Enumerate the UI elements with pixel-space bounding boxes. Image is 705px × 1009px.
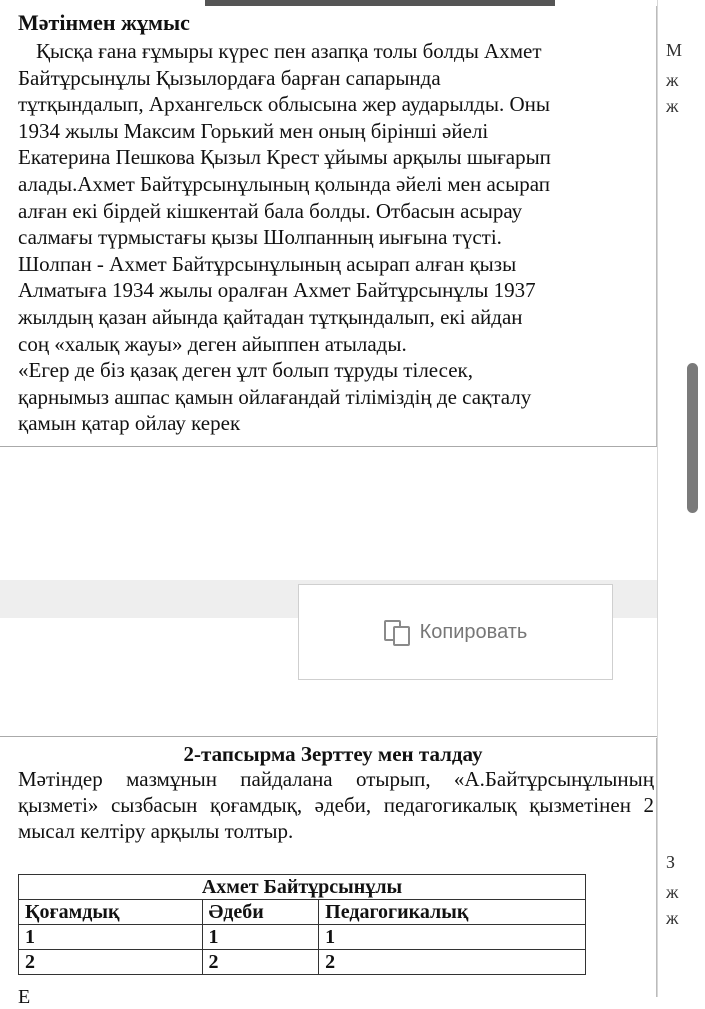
task-title: 2-тапсырма Зерттеу мен талдау	[183, 742, 483, 766]
table-cell: 2	[202, 950, 319, 975]
table-cell: 1	[19, 925, 203, 950]
paragraph-line: қарнымыз ашпас қамын ойлағандай тіліміздің де сақталу	[18, 384, 532, 409]
paragraph-line: жылдың қазан айында қайтадан тұтқындалып, екі айдан	[18, 304, 523, 329]
copy-icon	[384, 620, 410, 644]
document-heading: Мәтінмен жұмыс	[18, 10, 190, 35]
scrollbar-thumb[interactable]	[687, 363, 698, 513]
paragraph-line: салмағы түрмыстағы қызы Шолпанның иығына түсті.	[18, 225, 502, 250]
document-page-task	[10, 738, 657, 1008]
column-header: Әдеби	[202, 900, 319, 925]
paragraph-line: тұтқындалып, Архангельск облысына жер аударылды. Оны	[18, 92, 550, 117]
table-cell: 2	[19, 950, 203, 975]
paragraph-line: Байтұрсынұлы Қызылордаға барған сапарында	[18, 65, 441, 90]
column-header: Қоғамдық	[19, 900, 203, 925]
table-cell: 1	[202, 925, 319, 950]
table-cell: 2	[319, 950, 586, 975]
activity-table	[18, 874, 586, 975]
page-divider	[0, 446, 660, 447]
fragment-text: ж	[666, 96, 679, 116]
column-header: Педагогикалық	[319, 900, 586, 925]
cutoff-text: Е	[18, 986, 31, 1008]
document-page-text	[10, 6, 657, 446]
fragment-text: ж	[666, 908, 679, 928]
paragraph-line: алады.Ахмет Байтұрсынұлының қолында әйелі мен асырап	[18, 171, 551, 196]
paragraph-line: Алматыға 1934 жылы оралған Ахмет Байтұрсынұлы 1937	[18, 278, 536, 303]
copy-button[interactable]	[298, 584, 613, 680]
paragraph-line: соң «халық жауы» деген айыппен атылады.	[18, 331, 407, 356]
fragment-text: З	[666, 852, 676, 872]
fragment-text: ж	[666, 882, 679, 902]
task-instructions: Мәтіндер мазмұнын пайдалана отырып, «А.Байтұрсынұлының қызметі» сызбасын қоғамдық, әдеби, педагогикалық қызметінен 2 мысал келтіру арқылы толтыр.	[18, 767, 654, 843]
table-row	[19, 950, 586, 975]
fragment-text: М	[666, 40, 683, 60]
paragraph-line: Шолпан - Ахмет Байтұрсынұлының асырап алған қызы	[18, 251, 517, 276]
page-divider	[0, 736, 660, 737]
paragraph-line: Қысқа ғана ғұмыры күрес пен азапқа толы болды Ахмет	[36, 39, 542, 63]
paragraph-line: алған екі бірдей кішкентай бала болды. Отбасын асырау	[18, 198, 523, 223]
table-header: Ахмет Байтұрсынұлы	[19, 875, 586, 900]
table-row	[19, 925, 586, 950]
document-paragraph	[18, 38, 654, 437]
table-cell: 1	[319, 925, 586, 950]
paragraph-line: 1934 жылы Максим Горький мен оның бірінші әйелі	[18, 118, 489, 143]
paragraph-line: «Егер де біз қазақ деген ұлт болып тұруды тілесек,	[18, 358, 473, 383]
fragment-text: ж	[666, 70, 679, 90]
paragraph-line: қамын қатар ойлау керек	[18, 411, 241, 436]
paragraph-line: Екатерина Пешкова Қызыл Крест ұйымы арқылы шығарып	[18, 145, 551, 170]
copy-button-label: Копировать	[419, 620, 528, 643]
